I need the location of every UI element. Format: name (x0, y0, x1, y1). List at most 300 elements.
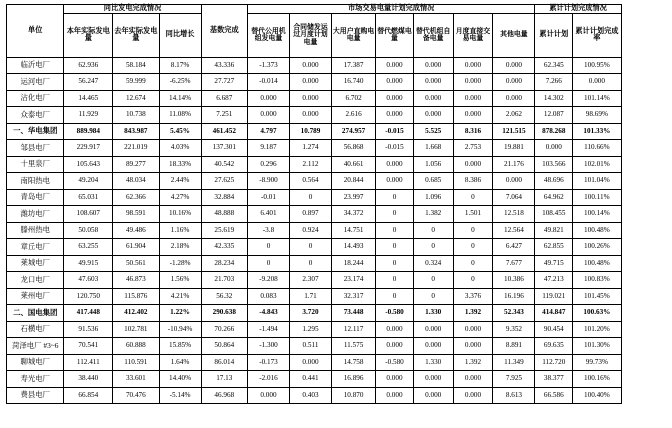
cell-value: 49.821 (535, 222, 573, 239)
header-col-monthly-direct: 月度直接交易电量 (453, 13, 493, 57)
cell-value: -1.373 (247, 57, 289, 74)
cell-value: 110.591 (113, 354, 159, 371)
cell-value: 229.917 (64, 140, 113, 157)
cell-value: 102.01% (573, 156, 622, 173)
cell-value: 56.868 (331, 140, 375, 157)
cell-value: 66.586 (535, 387, 573, 404)
cell-value: 99.73% (573, 354, 622, 371)
cell-value: 12.518 (493, 206, 535, 223)
cell-value: 0.000 (493, 74, 535, 91)
cell-value: 0.000 (493, 57, 535, 74)
cell-value: 98.591 (113, 206, 159, 223)
cell-value: 0.000 (376, 107, 414, 124)
cell-value: 100.63% (573, 305, 622, 322)
cell-value: 101.45% (573, 288, 622, 305)
cell-value: 0.000 (413, 74, 453, 91)
cell-value: 7.251 (201, 107, 247, 124)
cell-value: 47.213 (535, 272, 573, 289)
cell-value: 6.401 (247, 206, 289, 223)
cell-value: 2.062 (493, 107, 535, 124)
header-col-large-user: 大用户直购电电量 (331, 13, 375, 57)
cell-value: 0.000 (413, 90, 453, 107)
table-body (7, 57, 666, 404)
cell-value: 18.33% (159, 156, 201, 173)
header-unit: 单位 (7, 5, 64, 58)
cell-value: 0.000 (376, 74, 414, 91)
header-col-row (7, 13, 666, 57)
cell-value: 73.448 (331, 305, 375, 322)
cell-value: 100.26% (573, 239, 622, 256)
cell-value: 62.366 (113, 189, 159, 206)
table-row (7, 189, 666, 206)
cell-value: 0.000 (247, 90, 289, 107)
cell-value: 0 (413, 239, 453, 256)
cell-value: 0.000 (453, 90, 493, 107)
table-row (7, 321, 666, 338)
cell-value: 105.643 (64, 156, 113, 173)
cell-value: 11.575 (331, 338, 375, 355)
cell-value: 274.957 (331, 123, 375, 140)
cell-value: 65.031 (64, 189, 113, 206)
header-group-row (7, 5, 666, 14)
row-unit-label: 莱城电厂 (7, 255, 64, 272)
cell-value: -4.843 (247, 305, 289, 322)
table-row (7, 222, 666, 239)
cell-value: 10.386 (493, 272, 535, 289)
cell-value: 100.95% (573, 57, 622, 74)
cell-value: 63.255 (64, 239, 113, 256)
cell-value: 5.525 (413, 123, 453, 140)
cell-value: 0.000 (376, 90, 414, 107)
table-head (7, 5, 666, 58)
row-unit-label: 莱州电厂 (7, 288, 64, 305)
cell-value: 0 (413, 272, 453, 289)
cell-value: 0.000 (413, 107, 453, 124)
cell-value: 48.696 (535, 173, 573, 190)
cell-value: 0.564 (289, 173, 331, 190)
cell-value: 8.613 (493, 387, 535, 404)
cell-value: 0.000 (453, 156, 493, 173)
cell-value: 2.18% (159, 239, 201, 256)
cell-value: 115.876 (113, 288, 159, 305)
cell-value: 417.448 (64, 305, 113, 322)
table-row (7, 371, 666, 388)
cell-value: 0.000 (289, 354, 331, 371)
cell-value: 8.891 (493, 338, 535, 355)
cell-value: 5.45% (159, 123, 201, 140)
cell-value: 6.687 (201, 90, 247, 107)
cell-value: 14.758 (331, 354, 375, 371)
cell-value: 38.440 (64, 371, 113, 388)
cell-value: 0.000 (376, 173, 414, 190)
cell-value: 0.924 (289, 222, 331, 239)
header-col-current-year: 本年实际发电量 (64, 13, 113, 57)
cell-value: 100.16% (573, 371, 622, 388)
table-row (7, 90, 666, 107)
cell-value: 46.873 (113, 272, 159, 289)
cell-value: 12.087 (535, 107, 573, 124)
header-col-substitute-public: 替代公用机组发电量 (247, 13, 289, 57)
cell-value: 0 (376, 189, 414, 206)
cell-value: 0 (289, 239, 331, 256)
cell-value: 1.64% (159, 354, 201, 371)
cell-value: 61.904 (113, 239, 159, 256)
cell-value: 46.968 (201, 387, 247, 404)
cell-value: 0.000 (535, 140, 573, 157)
cell-value: 0.897 (289, 206, 331, 223)
cell-value: 64.962 (535, 189, 573, 206)
cell-value: 121.515 (493, 123, 535, 140)
cell-value: -5.14% (159, 387, 201, 404)
cell-value: 16.896 (331, 371, 375, 388)
table-row (7, 387, 666, 404)
cell-value: -0.015 (376, 140, 414, 157)
header-col-contract-carryover: 合同储发运过月度计划电量 (289, 13, 331, 57)
cell-value: 112.411 (64, 354, 113, 371)
cell-value: 47.603 (64, 272, 113, 289)
header-group-cumulative: 累计计划完成情况 (535, 5, 621, 14)
cell-value: 112.720 (535, 354, 573, 371)
table-row (7, 255, 666, 272)
cell-value: 412.402 (113, 305, 159, 322)
cell-value: 10.16% (159, 206, 201, 223)
cell-value: -1.300 (247, 338, 289, 355)
cell-value: 0 (453, 255, 493, 272)
cell-value: 17.13 (201, 371, 247, 388)
cell-value: 50.561 (113, 255, 159, 272)
cell-value: 0.000 (376, 387, 414, 404)
cell-value: 0.000 (413, 387, 453, 404)
cell-value: -0.580 (376, 305, 414, 322)
table-row (7, 206, 666, 223)
cell-value: 0.000 (493, 90, 535, 107)
row-unit-label: 沾化电厂 (7, 90, 64, 107)
table-row (7, 123, 666, 140)
cell-value: 16.740 (331, 74, 375, 91)
cell-value: 100.83% (573, 272, 622, 289)
cell-value: 48.034 (113, 173, 159, 190)
cell-value: -10.94% (159, 321, 201, 338)
cell-value: 43.336 (201, 57, 247, 74)
cell-value: 1.295 (289, 321, 331, 338)
cell-value: 7.677 (493, 255, 535, 272)
cell-value: 62.936 (64, 57, 113, 74)
cell-value: 52.343 (493, 305, 535, 322)
cell-value: 0 (376, 222, 414, 239)
table-row (7, 107, 666, 124)
cell-value: 0 (376, 288, 414, 305)
cell-value: 0.083 (247, 288, 289, 305)
cell-value: -0.173 (247, 354, 289, 371)
cell-value: 108.455 (535, 206, 573, 223)
cell-value: 7.925 (493, 371, 535, 388)
cell-value: 119.021 (535, 288, 573, 305)
cell-value: 60.888 (113, 338, 159, 355)
row-unit-label: 菏泽电厂 #3~6 (7, 338, 64, 355)
row-unit-label: 十里泉厂 (7, 156, 64, 173)
cell-value: 0.000 (453, 371, 493, 388)
cell-value: 1.668 (413, 140, 453, 157)
cell-value: 4.27% (159, 189, 201, 206)
cell-value: -1.494 (247, 321, 289, 338)
cell-value: 1.501 (453, 206, 493, 223)
cell-value: 50.058 (64, 222, 113, 239)
cell-value: 102.781 (113, 321, 159, 338)
cell-value: 2.44% (159, 173, 201, 190)
row-unit-label: 石横电厂 (7, 321, 64, 338)
cell-value: -0.015 (376, 123, 414, 140)
cell-value: 110.66% (573, 140, 622, 157)
table-row (7, 354, 666, 371)
cell-value: 0 (376, 255, 414, 272)
row-unit-label: 聊城电厂 (7, 354, 64, 371)
cell-value: 101.14% (573, 90, 622, 107)
cell-value: 7.064 (493, 189, 535, 206)
cell-value: 1.096 (413, 189, 453, 206)
cell-value: 20.844 (331, 173, 375, 190)
cell-value: 15.85% (159, 338, 201, 355)
cell-value: 0 (453, 239, 493, 256)
cell-value: 56.247 (64, 74, 113, 91)
cell-value: 12.564 (493, 222, 535, 239)
cell-value: 137.301 (201, 140, 247, 157)
row-unit-label: 一、华电集团 (7, 123, 64, 140)
cell-value: 0.000 (289, 74, 331, 91)
cell-value: 49.715 (535, 255, 573, 272)
cell-value: 27.625 (201, 173, 247, 190)
cell-value: 1.392 (453, 354, 493, 371)
cell-value: 0.000 (376, 371, 414, 388)
cell-value: 1.56% (159, 272, 201, 289)
cell-value: 0 (289, 255, 331, 272)
cell-value: 0.000 (413, 338, 453, 355)
cell-value: 0.296 (247, 156, 289, 173)
cell-value: -0.01 (247, 189, 289, 206)
cell-value: 0 (453, 189, 493, 206)
cell-value: 0 (376, 272, 414, 289)
cell-value: 0.000 (247, 387, 289, 404)
cell-value: -9.208 (247, 272, 289, 289)
cell-value: 0.000 (376, 321, 414, 338)
table-row (7, 140, 666, 157)
cell-value: 1.330 (413, 305, 453, 322)
cell-value: 6.702 (331, 90, 375, 107)
cell-value: 1.22% (159, 305, 201, 322)
cell-value: 14.40% (159, 371, 201, 388)
cell-value: -0.014 (247, 74, 289, 91)
row-unit-label: 众泰电厂 (7, 107, 64, 124)
cell-value: 103.566 (535, 156, 573, 173)
cell-value: 878.268 (535, 123, 573, 140)
cell-value: 100.48% (573, 255, 622, 272)
cell-value: 0.000 (453, 57, 493, 74)
cell-value: 23.174 (331, 272, 375, 289)
table-row (7, 156, 666, 173)
cell-value: 8.17% (159, 57, 201, 74)
cell-value: 1.392 (453, 305, 493, 322)
row-unit-label: 二、国电集团 (7, 305, 64, 322)
cell-value: 70.541 (64, 338, 113, 355)
cell-value: 120.750 (64, 288, 113, 305)
table-row (7, 173, 666, 190)
cell-value: 25.619 (201, 222, 247, 239)
row-unit-label: 临沂电厂 (7, 57, 64, 74)
cell-value: 0.000 (413, 321, 453, 338)
cell-value: 0.000 (376, 156, 414, 173)
cell-value: 0.000 (289, 107, 331, 124)
cell-value: 38.377 (535, 371, 573, 388)
cell-value: 414.847 (535, 305, 573, 322)
header-group-yoy: 同比发电完成情况 (64, 5, 201, 14)
cell-value: 0.000 (453, 107, 493, 124)
cell-value: 14.14% (159, 90, 201, 107)
cell-value: -0.580 (376, 354, 414, 371)
cell-value: 0.000 (453, 321, 493, 338)
row-unit-label: 寿光电厂 (7, 371, 64, 388)
cell-value: 32.317 (331, 288, 375, 305)
cell-value: 1.16% (159, 222, 201, 239)
cell-value: 12.117 (331, 321, 375, 338)
cell-value: 0.441 (289, 371, 331, 388)
cell-value: 0.000 (289, 90, 331, 107)
cell-value: 49.486 (113, 222, 159, 239)
cell-value: 101.20% (573, 321, 622, 338)
cell-value: 14.302 (535, 90, 573, 107)
cell-value: 3.376 (453, 288, 493, 305)
header-col-substitute-coal: 替代燃煤电量 (376, 13, 414, 57)
cell-value: 108.607 (64, 206, 113, 223)
cell-value: 6.427 (493, 239, 535, 256)
cell-value: 1.056 (413, 156, 453, 173)
cell-value: 10.870 (331, 387, 375, 404)
cell-value: 9.352 (493, 321, 535, 338)
cell-value: 90.454 (535, 321, 573, 338)
cell-value: 91.536 (64, 321, 113, 338)
cell-value: 70.476 (113, 387, 159, 404)
cell-value: 4.21% (159, 288, 201, 305)
cell-value: 23.997 (331, 189, 375, 206)
cell-value: 0.000 (413, 371, 453, 388)
cell-value: 56.32 (201, 288, 247, 305)
cell-value: -3.8 (247, 222, 289, 239)
table-row (7, 239, 666, 256)
cell-value: -8.900 (247, 173, 289, 190)
cell-value: 1.382 (413, 206, 453, 223)
cell-value: 70.266 (201, 321, 247, 338)
cell-value: 889.984 (64, 123, 113, 140)
cell-value: 86.014 (201, 354, 247, 371)
cell-value: 21.703 (201, 272, 247, 289)
cell-value: 66.854 (64, 387, 113, 404)
header-group-market: 市场交易电量计划完成情况 (247, 5, 535, 14)
cell-value: 461.452 (201, 123, 247, 140)
cell-value: 34.372 (331, 206, 375, 223)
cell-value: 16.196 (493, 288, 535, 305)
cell-value: 0.000 (413, 57, 453, 74)
cell-value: 59.999 (113, 74, 159, 91)
cell-value: 98.69% (573, 107, 622, 124)
header-col-yoy-growth: 同比增长 (159, 13, 201, 57)
cell-value: -6.25% (159, 74, 201, 91)
header-col-substitute-selfgen: 替代机组自备电量 (413, 13, 453, 57)
row-unit-label: 运河电厂 (7, 74, 64, 91)
row-unit-label: 章丘电厂 (7, 239, 64, 256)
cell-value: 0 (453, 222, 493, 239)
cell-value: 4.797 (247, 123, 289, 140)
cell-value: 69.635 (535, 338, 573, 355)
cell-value: 0 (247, 239, 289, 256)
cell-value: 100.11% (573, 189, 622, 206)
cell-value: 843.987 (113, 123, 159, 140)
cell-value: 14.751 (331, 222, 375, 239)
cell-value: 0 (289, 189, 331, 206)
cell-value: 10.738 (113, 107, 159, 124)
cell-value: 42.335 (201, 239, 247, 256)
row-unit-label: 潍坊电厂 (7, 206, 64, 223)
cell-value: 0 (376, 239, 414, 256)
cell-value: 0.000 (453, 387, 493, 404)
row-unit-label: 费县电厂 (7, 387, 64, 404)
cell-value: 62.345 (535, 57, 573, 74)
cell-value: 0.685 (413, 173, 453, 190)
cell-value: 0.000 (376, 338, 414, 355)
cell-value: 9.187 (247, 140, 289, 157)
cell-value: 14.493 (331, 239, 375, 256)
cell-value: 100.40% (573, 387, 622, 404)
cell-value: 2.112 (289, 156, 331, 173)
table-row (7, 74, 666, 91)
cell-value: 101.04% (573, 173, 622, 190)
cell-value: 14.465 (64, 90, 113, 107)
cell-value: 8.386 (453, 173, 493, 190)
table-row (7, 288, 666, 305)
cell-value: 0.000 (247, 107, 289, 124)
cell-value: 0 (376, 206, 414, 223)
cell-value: 3.720 (289, 305, 331, 322)
cell-value: 50.864 (201, 338, 247, 355)
cell-value: 0.000 (453, 338, 493, 355)
cell-value: 0 (413, 222, 453, 239)
cell-value: 0 (413, 288, 453, 305)
table-row (7, 57, 666, 74)
cell-value: 101.33% (573, 123, 622, 140)
cell-value: 40.542 (201, 156, 247, 173)
cell-value: 0.000 (289, 57, 331, 74)
cell-value: 12.674 (113, 90, 159, 107)
cell-value: 100.48% (573, 222, 622, 239)
cell-value: 101.30% (573, 338, 622, 355)
cell-value: 18.244 (331, 255, 375, 272)
cell-value: 10.789 (289, 123, 331, 140)
cell-value: 58.184 (113, 57, 159, 74)
cell-value: 11.08% (159, 107, 201, 124)
row-unit-label: 南阳热电 (7, 173, 64, 190)
row-unit-label: 龙口电厂 (7, 272, 64, 289)
cell-value: -2.016 (247, 371, 289, 388)
cell-value: 33.601 (113, 371, 159, 388)
cell-value: 0.000 (493, 173, 535, 190)
header-col-other: 其他电量 (493, 13, 535, 57)
cell-value: 100.14% (573, 206, 622, 223)
header-base-complete: 基数完成 (201, 5, 247, 58)
cell-value: 0.511 (289, 338, 331, 355)
cell-value: 1.274 (289, 140, 331, 157)
row-unit-label: 邹县电厂 (7, 140, 64, 157)
header-col-cumulative-plan: 累计计划 (535, 13, 573, 57)
cell-value: 0.000 (573, 74, 622, 91)
cell-value: 0.324 (413, 255, 453, 272)
cell-value: 2.307 (289, 272, 331, 289)
